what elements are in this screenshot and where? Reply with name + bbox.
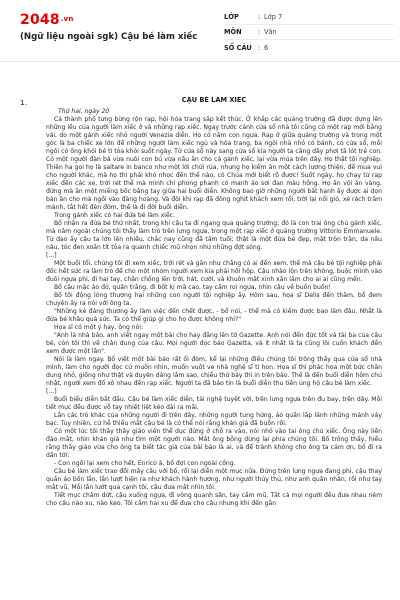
passage-paragraph: [...] <box>46 252 57 259</box>
meta-colon: : <box>258 43 261 52</box>
reading-passage <box>26 96 382 596</box>
passage-paragraph: - Con ngồi lại xem cho hết, Enrico à, bố đợi con ngoài cổng. <box>54 460 236 467</box>
meta-value: 6 <box>264 43 269 52</box>
logo-text: 2048 <box>20 12 60 28</box>
meta-row-question-count <box>224 40 394 55</box>
meta-table <box>224 10 394 55</box>
passage-paragraph: Bố nhận ra đứa bé thứ nhất, trong khi cậu ta đi ngang qua quảng trường; đó là con trai ông chủ gánh xiếc, mà năm ngoái chúng tôi thấy làm trò trên lưng ngựa, trong một rạp xiếc ở quảng trường Vittorio Emmanuele. Từ dạo ấy cậu ta lớn lên nhiều, chắc nay cũng đã tám tuổi; thật là một đứa bé đẹp, mặt tròn trặn, da nâu nâu, tóc đen xoăn tít tỏa ra quanh chiếc mũ nhọn như những đợt sóng. <box>46 220 382 251</box>
passage-paragraph: Lần các trò khác của những người đi trên dây, những người tung hứng, áo quần lấp lánh những mảnh vảy bạc. Tuy nhiên, cứ hễ thiếu mất cậu bé là có thể nói rằng khán giả đã buồn rồi. <box>46 412 382 427</box>
meta-value: Lớp 7 <box>264 13 283 21</box>
meta-key: MÔN <box>224 28 242 36</box>
meta-key: SỐ CÂU <box>224 43 252 52</box>
passage-paragraph: Tiết mục chấm dứt, cậu xuống ngựa, đi vòng quanh sân, tay cầm mũ. Tất cả mọi người đều đưa nhau ném cho cậu nào xu, nào kẹo. Tôi cầm hai xu để đưa cho cậu nhưng khi đến gần <box>46 492 382 507</box>
meta-row-subject <box>224 25 394 40</box>
passage-paragraph: Cậu bé làm xiếc trao đổi mấy câu với bố, rồi lại diễn một mục nữa. Đứng trên lưng ngựa đang phi, cậu thay quần áo bốn lần, lần lượt hiện ra như khách hành hương, như người thủy thủ, như anh quân nhân, rồi như tay mắt vũ. Mỗi lần lướt qua cạnh tôi, cậu đưa mắt nhìn tôi. <box>46 468 382 491</box>
meta-colon: : <box>258 28 261 36</box>
meta-key: LỚP <box>224 13 239 21</box>
passage-paragraph: Nói là làm ngay. Bố viết một bài báo rất ổi đòm, kể lại những điều chúng tôi trông thấy qua cửa sổ nhà mình, làm cho người đọc cứ muốn nhìn, muốn vuốt ve nhà nghệ sĩ tí hon. Họa sĩ thì phác họa một bức chân dung nhỏ, giống như thật và duyên dáng lắm sao, chiều thứ bảy thì in trên báo. Thế là đến buổi diễn hôm chủ nhật, người xem đổ xô nhau đến rạp xiếc. Người ta đã báo tin là buổi diễn thu tiền ủng hộ cậu bé làm xiếc. <box>46 356 382 387</box>
passage-title: CẬU BÉ LÀM XIẾC <box>181 96 247 104</box>
meta-row-class <box>224 10 394 25</box>
passage-paragraph: [...] <box>46 388 57 395</box>
passage-paragraph: Bố cậu mặc áo đỏ, quần trắng, đi bốt kị mã cao, tay cầm roi ngựa, nhìn cậu về buồn buồn! <box>54 284 331 291</box>
passage-paragraph: Có một lúc tôi thấy thầy giáo viên thể dục đứng ở chỗ ra vào, nói nhỏ vào tai ông chủ xiếc. Ông này liền đảo mắt, nhìn khán giả như tìm một người nào. Mắt ông bỗng dừng lại phía chúng tôi. Bố trông thấy, hiểu rằng thầy giáo vừa cho ông ta biết tác giả của bài báo là ai, và để tránh không cho ông ta cảm ơn, bố đi ra dần tới: <box>46 428 382 459</box>
passage-body <box>26 108 382 508</box>
passage-paragraph: Trong gánh xiếc có hai đứa bé làm xiếc. <box>54 212 176 219</box>
passage-paragraph: Bố tôi động lòng thương hại những con người tội nghiệp ấy. Hôm sau, họa sĩ Delis đến thăm, bố đem chuyện ấy ra nói với ông ta. <box>46 292 382 307</box>
document-header <box>0 0 400 62</box>
passage-paragraph: Buổi biểu diễn bắt đầu. Cậu bé làm xiếc diễn, tài nghệ tuyệt vời, trên lưng ngựa trên đu bay, trên dây. Mỗi tiết mục đều được vỗ tay nhiệt liệt kéo dài ra mãi. <box>46 396 382 411</box>
meta-value: Văn <box>264 28 277 36</box>
question-number: 1. <box>20 98 28 107</box>
passage-paragraph: Thứ hai, ngày 20 <box>58 108 110 115</box>
passage-paragraph: "Anh là nhà báo, anh viết ngay một bài cho hay đăng lên tờ Gazette. Anh nói đến đức tốt và tài ba của cậu bé, còn tôi thì vẽ chân dung của cậu. Mọi người đọc báo Gazetta, và ít nhất là ta cũng lôi cuốn khách đến xem được một lần". <box>46 332 382 355</box>
logo-suffix: .vn <box>60 15 74 23</box>
meta-colon: : <box>258 13 261 21</box>
passage-paragraph: "Những kẻ đáng thương ấy làm việc đến chết được, - bố nói, - thế mà có kiếm được bao lăm đâu. Nhất là đứa bé khâu quá sức. Ta có thể giúp gì cho họ được không nhỉ?" <box>46 308 382 323</box>
passage-paragraph: Cả thành phố tưng bừng rộn rạp, hội hóa trang sắp kết thúc. Ở khắp các quảng trường đã được dựng lên những lều của người làm xiếc ở và những rạp xiếc. Ngay trước cánh cửa sổ nhà tôi cũng có một rạp mới bằng vải, do một gánh xiếc nhỏ người Venezia diễn. Họ có năm con ngựa. Rạp ở giữa quảng trường và trong một góc là ba chiếc xe lớn để những người làm xiếc ngủ và hóa trang, ba ngôi nhà nhỏ có bánh, có cửa sổ, mỗi ngôi có ống khói bé tí tỏa khói suốt ngày. Từ cửa sổ này sang cửa sổ kia người ta căng dây phơi tã lót trẻ con. Có một người đàn bà vừa nuôi con bú vừa nấu ăn cho cả gánh xiếc, lại vừa múa trên dây. Họ thật tội nghiệp. Thiên hạ gọi họ là saltare in banco như một lời chửi rủa, nhưng họ kiếm ăn một cách lương thiện, để mua vui cho người khác, mà họ thì phải khó nhọc đến thế nào, có Chúa mới biết rõ được! Suốt ngày, họ chạy từ rạp xiếc đến các xe, trời rét thế mà mình chỉ phong phanh có manh áo sơi đan màu hồng. Họ ăn vội ăn vàng, đứng mà ăn một miếng bốc bằng tay giữa hai buổi diễn. Không bao giờ những người bất hạnh ấy được ai dọn bàn ăn cho mà ngồi vào đàng hoàng. Và đôi khi rạp đã đông nghịt khách xem rồi, trời lại nổi gió, xé rách trăm mảnh, tắt hết đèn đóm, thế là đi đời buổi diễn. <box>46 116 382 211</box>
passage-paragraph: Một buổi tối, chúng tôi đi xem xiếc, trời rét và gần như chẳng có ai đến xem, thế mà cậu bé tội nghiệp phải đốc hết sức ra làm trò để cho một nhóm người xem kia phải hồi hộp. Cậu nhào lộn trên không, buộc mình vào đuôi ngựa phi, đi hai tay, chân chống lên trời, hát, cười, và khuôn mặt xinh xắn lắm cho ai ai cũng mến. <box>46 260 382 283</box>
site-logo[interactable] <box>20 12 74 28</box>
passage-paragraph: Họa sĩ có một ý hay, ông nói: <box>54 324 144 331</box>
document-title: (Ngữ liệu ngoài sgk) Cậu bé làm xiếc <box>20 32 198 42</box>
